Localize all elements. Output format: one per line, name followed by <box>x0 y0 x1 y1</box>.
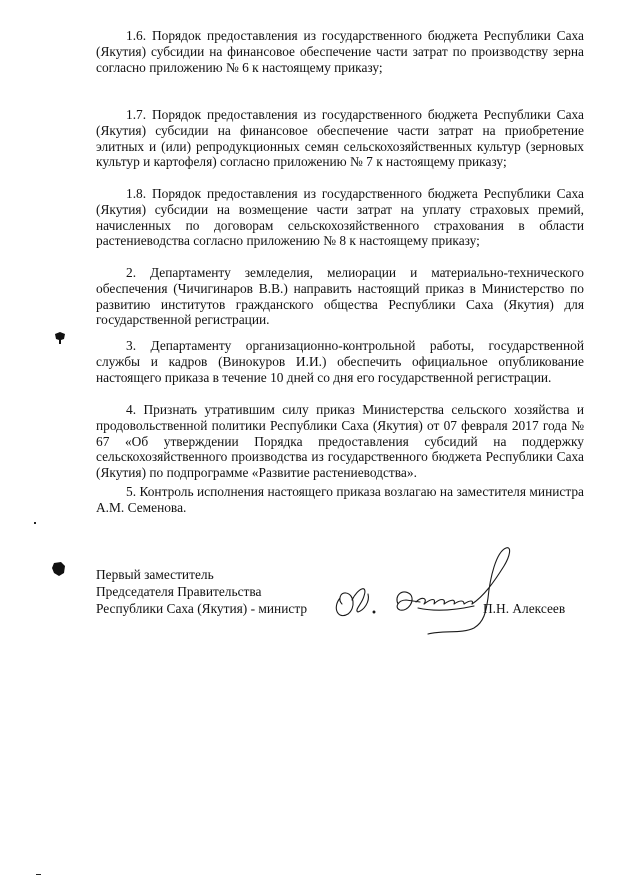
signatory-position-line: Первый заместитель <box>96 567 214 582</box>
punch-hole-lower <box>50 560 68 578</box>
signatory-position-line: Председателя Правительства <box>96 584 262 599</box>
signatory-position-line: Республики Саха (Якутия) - министр <box>96 601 308 616</box>
paragraph-1-7: 1.7. Порядок предоставления из государственного бюджета Республики Саха (Якутия) субсидии на финансовое обеспечение части затрат на приобретение элитных и (или) репродукционных семян сельскохозяйственных культур (зерновых культур и картофеля) согласно приложению № 7 к настоящему приказу; <box>96 107 584 170</box>
paragraph-3: 3. Департаменту организационно-контрольной работы, государственной службы и кадров (Винокуров И.И.) обеспечить официальное опубликование настоящего приказа в течение 10 дней со дня его государственной регистрации. <box>96 338 584 385</box>
paragraph-4: 4. Признать утратившим силу приказ Министерства сельского хозяйства и продовольственной политики Республики Саха (Якутия) от 07 февраля 2017 года № 67 «Об утверждении Порядка предоставления субсидий на поддержку сельскохозяйственного производства из государственного бюджета Республики Саха (Якутия) по подпрограмме «Развитие растениеводства». <box>96 402 584 481</box>
signer-name: П.Н. Алексеев <box>483 601 566 616</box>
signatory-position <box>96 566 307 617</box>
paragraph-2: 2. Департаменту земледелия, мелиорации и материально-технического обеспечения (Чичигинаров В.В.) направить настоящий приказ в Министерство по развитию институтов гражданского общества Республики Саха (Якутия) для государственной регистрации. <box>96 265 584 328</box>
paragraph-5: 5. Контроль исполнения настоящего приказа возлагаю на заместителя министра А.М. Семенова. <box>96 484 584 515</box>
paragraph-1-8: 1.8. Порядок предоставления из государственного бюджета Республики Саха (Якутия) субсидии на возмещение части затрат на уплату страховых премий, начисленных по договорам сельскохозяйственного страхования в области растениеводства согласно приложению № 8 к настоящему приказу; <box>96 186 584 249</box>
scan-speck <box>34 522 36 524</box>
paragraph-1-6: 1.6. Порядок предоставления из государственного бюджета Республики Саха (Якутия) субсидии на финансовое обеспечение части затрат по производству зерна согласно приложению № 6 к настоящему приказу; <box>96 28 584 75</box>
punch-hole-upper <box>52 330 68 346</box>
scan-speck <box>36 874 41 875</box>
handwritten-signature <box>324 538 524 638</box>
